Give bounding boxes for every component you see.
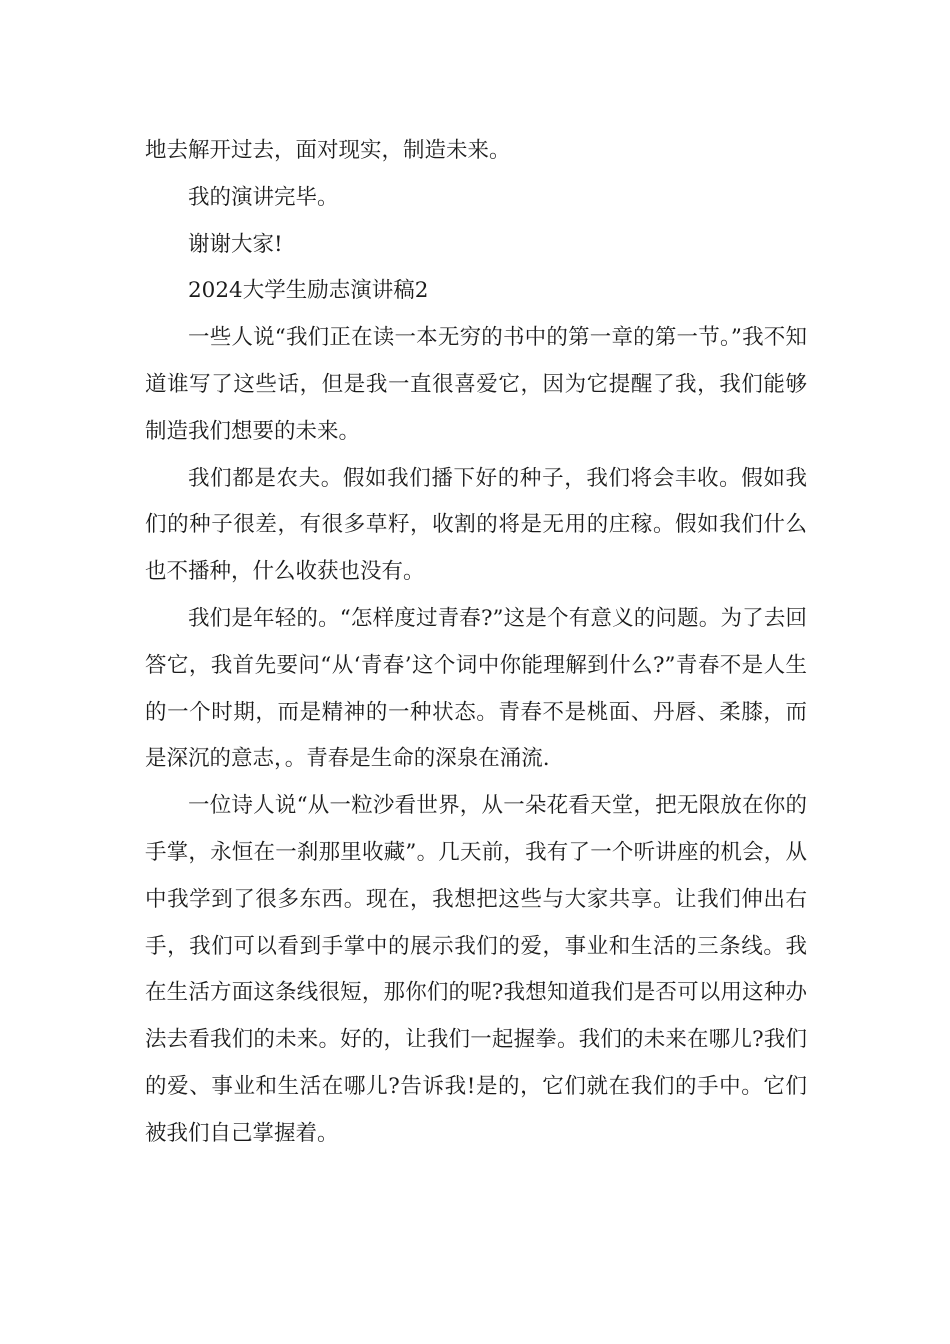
paragraph-thanks: 谢谢大家! <box>188 231 283 257</box>
section-heading: 2024大学生励志演讲稿2 <box>188 278 429 304</box>
paragraph: 我们是年轻的。“怎样度过青春?”这是个有意义的问题。为了去回答它，我首先要问“从‘青春’这个词中你能理解到什么?”青春不是人生的一个时期，而是精神的一种状态。青春不是桃面、丹唇、柔膝，而是深沉的意志，。青春是生命的深泉在涌流. <box>145 605 807 772</box>
paragraph: 一些人说“我们正在读一本无穷的书中的第一章的第一节。”我不知道谁写了这些话，但是我一直很喜爱它，因为它提醒了我，我们能够制造我们想要的未来。 <box>145 325 807 444</box>
paragraph-closing: 我的演讲完毕。 <box>188 184 339 210</box>
paragraph: 我们都是农夫。假如我们播下好的种子，我们将会丰收。假如我们的种子很差，有很多草籽，收割的将是无用的庄稼。假如我们什么也不播种，什么收获也没有。 <box>145 465 807 585</box>
document-body <box>145 128 807 1158</box>
paragraph: 一位诗人说“从一粒沙看世界，从一朵花看天堂，把无限放在你的手掌，永恒在一刹那里收藏”。几天前，我有了一个听讲座的机会，从中我学到了很多东西。现在，我想把这些与大家共享。让我们伸出右手，我们可以看到手掌中的展示我们的爱，事业和生活的三条线。我在生活方面这条线很短，那你们的呢?我想知道我们是否可以用这种办法去看我们的未来。好的，让我们一起握拳。我们的未来在哪儿?我们的爱、事业和生活在哪儿?告诉我!是的，它们就在我们的手中。它们被我们自己掌握着。 <box>145 793 807 1146</box>
paragraph-continuation: 地去解开过去，面对现实，制造未来。 <box>145 138 511 163</box>
